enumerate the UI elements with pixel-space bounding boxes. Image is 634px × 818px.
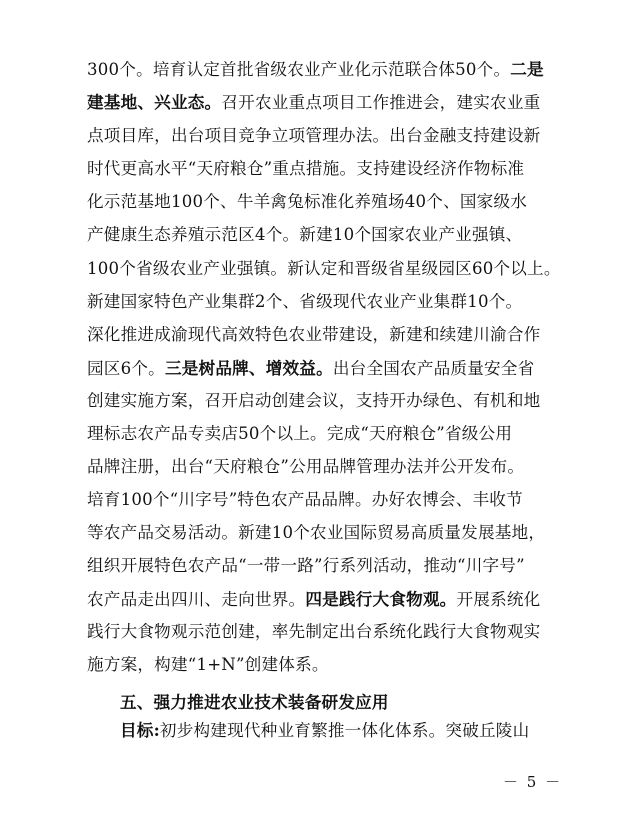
body-line-5: 化示范基地100个、牛羊禽兔标准化养殖场40个、国家级水 <box>87 192 528 211</box>
line-1-bold-text: 二是 <box>510 59 544 79</box>
body-line-3: 点项目库，出台项目竞争立项管理办法。出台金融支持建设新 <box>87 126 541 145</box>
body-line-4: 时代更高水平“天府粮仓”重点措施。支持建设经济作物标准 <box>87 159 525 178</box>
body-line-17 <box>87 591 557 609</box>
body-line-18: 践行大食物观示范创建，率先制定出台系统化践行大食物观实 <box>87 622 541 641</box>
line-17-text-b: 开展系统化 <box>456 590 541 609</box>
body-line-11: 创建实施方案，召开启动创建会议，支持开办绿色、有机和地 <box>87 391 541 410</box>
body-line-13: 品牌注册，出台“天府粮仓”公用品牌管理办法并公开发布。 <box>87 457 525 476</box>
section-heading: 五、强力推进农业技术装备研发应用 <box>120 692 389 712</box>
body-line-8: 新建国家特色产业集群2个、省级现代农业产业集群10个。 <box>87 292 523 311</box>
line-2-text: 召开农业重点项目工作推进会，建实农业重 <box>221 93 541 112</box>
goal-label: 目标: <box>120 720 160 740</box>
body-line-16: 组织开展特色农产品“一带一路”行系列活动，推动“川字号” <box>87 556 525 575</box>
body-line-10 <box>87 360 557 378</box>
body-line-7: 100个省级农业产业强镇。新认定和晋级省星级园区60个以上。 <box>87 259 561 278</box>
body-line-12: 理标志农产品专卖店50个以上。完成“天府粮仓”省级公用 <box>87 424 513 443</box>
line-2-bold-text: 建基地、兴业态。 <box>87 92 222 112</box>
line-17-bold-text: 四是践行大食物观。 <box>305 589 457 609</box>
line-10-text-b: 出台全国农产品质量安全省 <box>332 359 535 378</box>
body-line-19: 施方案，构建“1+N”创建体系。 <box>87 655 329 674</box>
line-17-text-a: 农产品走出四川、走向世界。 <box>87 590 306 609</box>
body-line-6: 产健康生态养殖示范区4个。新建10个国家农业产业强镇、 <box>87 225 523 244</box>
goal-text: 初步构建现代种业育繁推一体化体系。突破丘陵山 <box>159 721 530 740</box>
line-10-bold-text: 三是树品牌、增效益。 <box>164 358 333 378</box>
body-line-1 <box>87 61 557 79</box>
goal-line <box>120 722 590 740</box>
body-line-14: 培育100个“川字号”特色农产品品牌。办好农博会、丰收节 <box>87 490 523 509</box>
body-line-15: 等农产品交易活动。新建10个农业国际贸易高质量发展基地， <box>87 523 546 542</box>
line-10-text-a: 园区6个。 <box>87 359 165 378</box>
body-line-9: 深化推进成渝现代高效特色农业带建设，新建和续建川渝合作 <box>87 325 541 344</box>
body-line-2 <box>87 94 557 112</box>
line-1-text: 300个。培育认定首批省级农业产业化示范联合体50个。 <box>87 60 511 79</box>
page-number: － 5 － <box>503 773 563 791</box>
